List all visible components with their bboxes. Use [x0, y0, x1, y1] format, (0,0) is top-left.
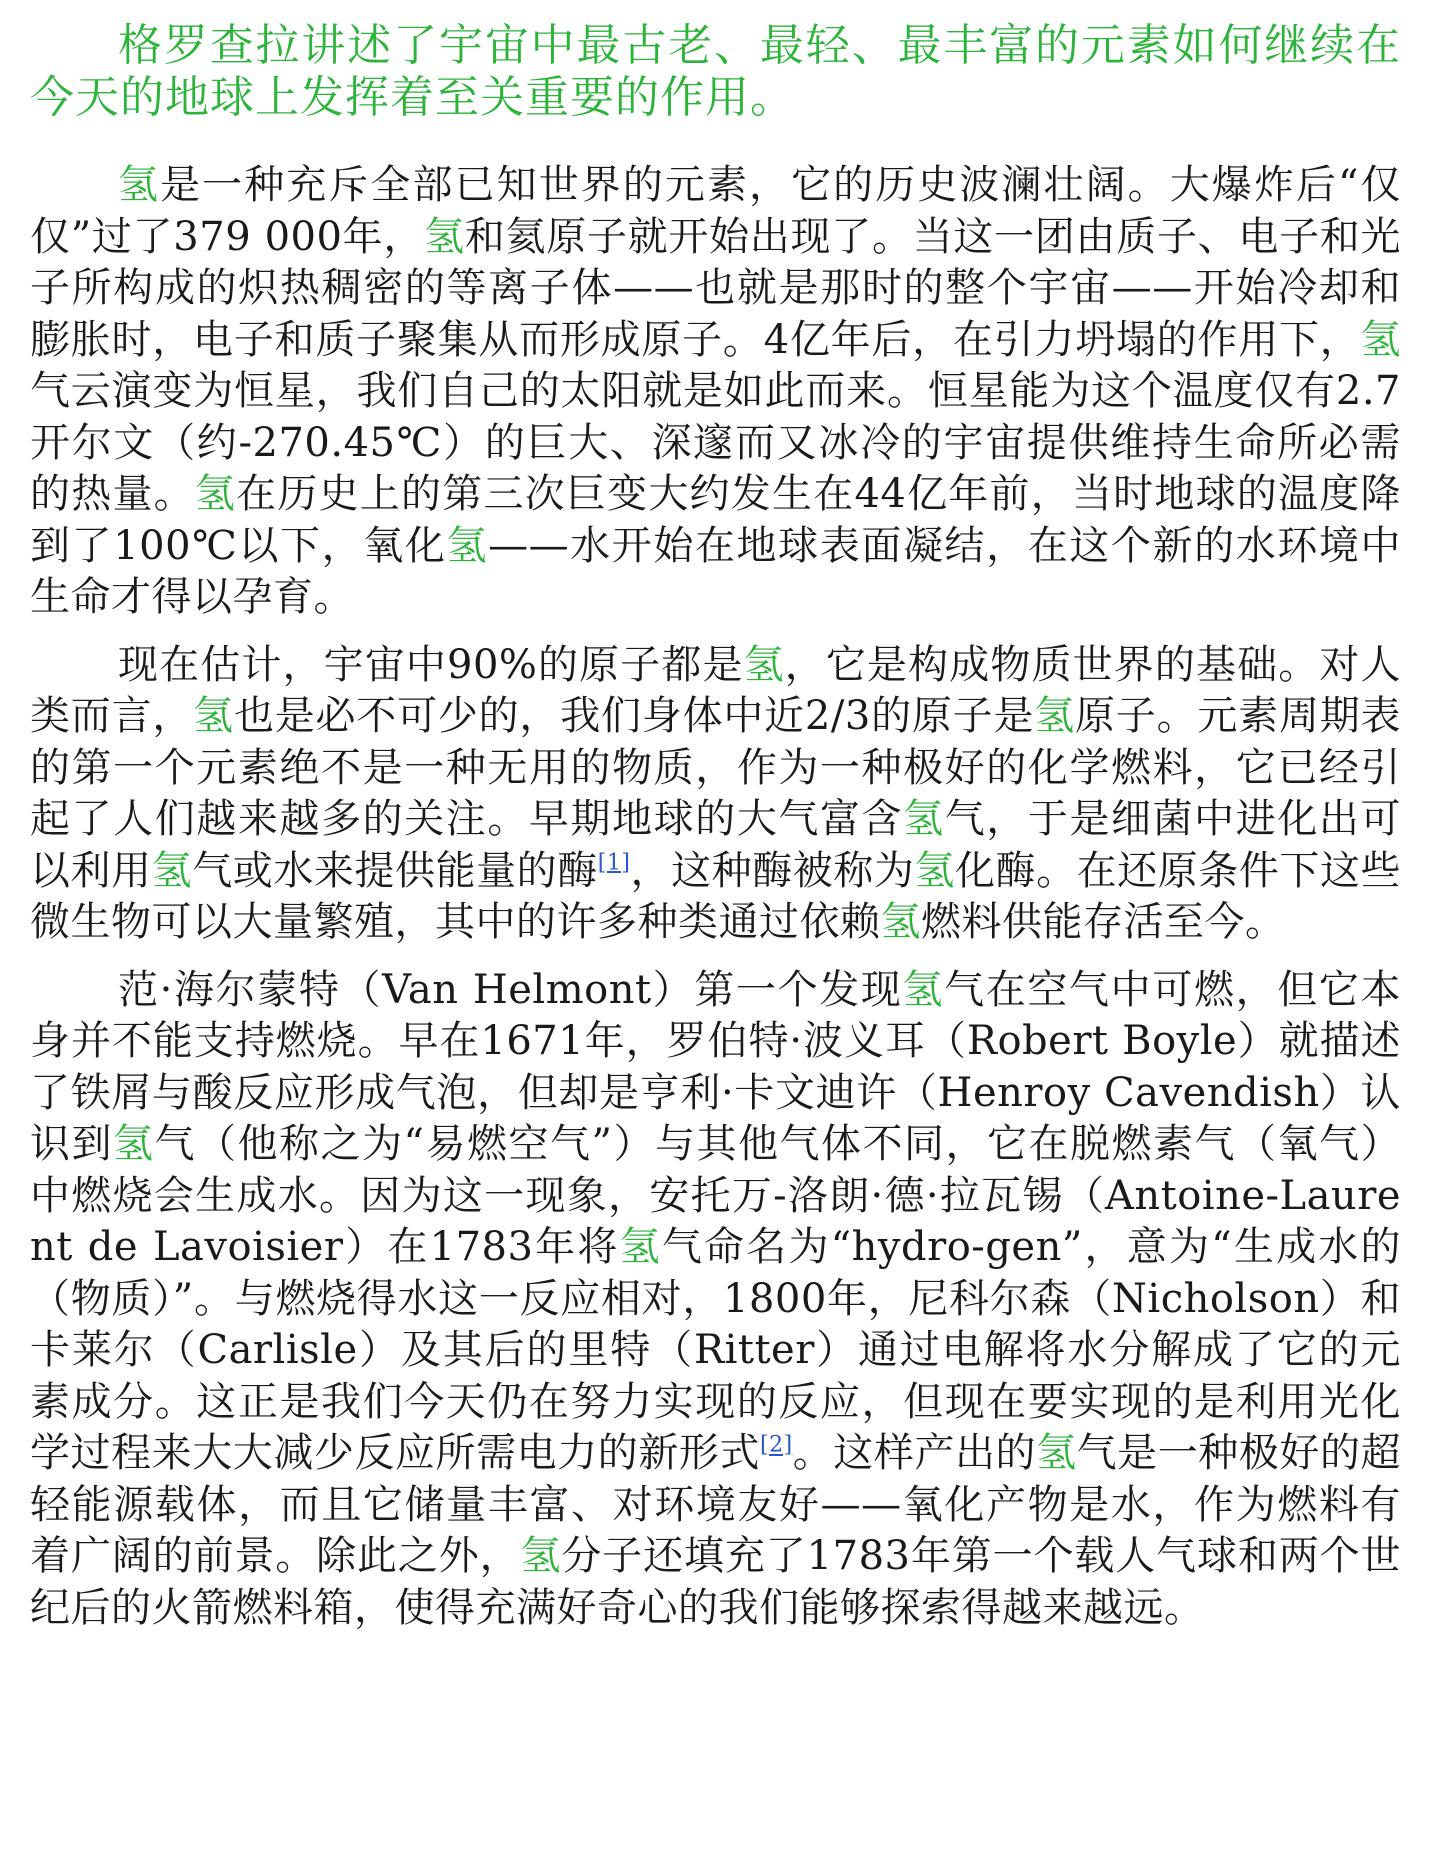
- highlighted-term: 氢: [446, 522, 489, 569]
- highlighted-term: 氢: [193, 693, 234, 739]
- highlighted-term: 氢: [902, 966, 945, 1013]
- highlighted-term: 氢: [113, 1121, 155, 1167]
- article-lead: 格罗查拉讲述了宇宙中最古老、最轻、最丰富的元素如何继续在今天的地球上发挥着至关重要的作用。: [30, 20, 1401, 123]
- paragraph-text: 燃料供能存活至今。: [921, 899, 1286, 945]
- paragraph-text: 气云演变为恒星，我们自己的太阳就是如此而来。恒星能为这个温度仅有2.7开尔文（约-270.45℃）的巨大、深邃而又冰冷的宇宙提供维持生命所必需的热量。: [30, 368, 1401, 517]
- highlighted-term: 氢: [194, 471, 237, 517]
- paragraph-text: 范·海尔蒙特（Van Helmont）第一个发现: [118, 966, 903, 1013]
- paragraph-text: ，它是构成物质世界的基础。对人类而言，: [30, 641, 1402, 739]
- paragraph-text: 分子还填充了1783年第一个载人气球和两个世纪后的火箭燃料箱，使得充满好奇心的我们能够探索得越来越远。: [30, 1533, 1402, 1631]
- paragraph-text: 原子。元素周期表的第一个元素绝不是一种无用的物质，作为一种极好的化学燃料，它已经引起了人们越来越多的关注。早期地球的大气富含: [30, 693, 1402, 842]
- highlighted-term: 氢: [914, 847, 955, 894]
- article-paragraph: [30, 160, 1401, 624]
- paragraph-text: 气是一种极好的超轻能源载体，而且它储量丰富、对环境友好——氧化产物是水，作为燃料有着广阔的前景。除此之外，: [30, 1430, 1402, 1579]
- reference-link[interactable]: [2]: [760, 1432, 793, 1458]
- highlighted-term: 氢: [520, 1533, 562, 1579]
- paragraph-text: 气命名为“hydro-gen”，意为“生成水的（物质）”。与燃烧得水这一反应相对，1800年，尼科尔森（Nicholson）和卡莱尔（Carlisle）及其后的里特（Ritter）通过电解将水分解成了它的元素成分。这正是我们今天仍在努力实现的反应，但现在要实现的是利用光化学过程来大大减少反应所需电力的新形式: [30, 1224, 1401, 1476]
- highlighted-term: 氢: [1036, 1430, 1077, 1476]
- paragraph-text: 是一种充斥全部已知世界的元素，它的历史波澜壮阔。大爆炸后“仅仅”过了379 000年，: [30, 162, 1402, 260]
- paragraph-text: 也是必不可少的，我们身体中近2/3的原子是: [233, 693, 1035, 739]
- paragraph-text: 化酶。在还原条件下这些微生物可以大量繁殖，其中的许多种类通过依赖: [30, 847, 1402, 945]
- article-paragraph: [30, 640, 1401, 949]
- paragraph-text: 气或水来提供能量的酶: [192, 847, 598, 894]
- highlighted-term: 氢: [880, 899, 921, 945]
- highlighted-term: 氢: [424, 213, 465, 260]
- highlighted-term: 氢: [903, 796, 945, 842]
- paragraph-text: ——水开始在地球表面凝结，在这个新的水环境中生命才得以孕育。: [30, 522, 1402, 620]
- paragraph-text: 气在空气中可燃，但它本身并不能支持燃烧。早在1671年，罗伯特·波义耳（Robert Boyle）就描述了铁屑与酸反应形成气泡，但却是亨利·卡文迪许（Henroy Cavendish）认识到: [30, 966, 1402, 1167]
- paragraph-text: 气，于是细菌中进化出可以利用: [30, 796, 1401, 894]
- article-body: [30, 160, 1401, 1634]
- highlighted-term: 氢: [118, 162, 161, 208]
- paragraph-text: 气（他称之为“易燃空气”）与其他气体不同，它在脱燃素气（氧气）中燃烧会生成水。因为这一现象，安托万-洛朗·德·拉瓦锡（Antoine-Laurent de Lavoisier）在1783年将: [30, 1121, 1402, 1270]
- highlighted-term: 氢: [1360, 316, 1401, 363]
- highlighted-term: 氢: [151, 847, 193, 894]
- paragraph-text: 和氦原子就开始出现了。当这一团由质子、电子和光子所构成的炽热稠密的等离子体——也就是那时的整个宇宙——开始冷却和膨胀时，电子和质子聚集从而形成原子。4亿年后，在引力坍塌的作用下，: [30, 213, 1402, 363]
- reference-link[interactable]: [1]: [597, 850, 631, 876]
- highlighted-term: 氢: [619, 1224, 662, 1270]
- highlighted-term: 氢: [1034, 693, 1076, 739]
- paragraph-text: ，这种酶被称为: [630, 847, 915, 894]
- paragraph-text: 现在估计，宇宙中90%的原子都是: [118, 641, 744, 688]
- highlighted-term: 氢: [743, 641, 785, 688]
- paragraph-text: 。这样产出的: [792, 1430, 1037, 1476]
- article-paragraph: [30, 965, 1401, 1635]
- paragraph-text: 在历史上的第三次巨变大约发生在44亿年前，当时地球的温度降到了100℃以下，氧化: [30, 471, 1402, 569]
